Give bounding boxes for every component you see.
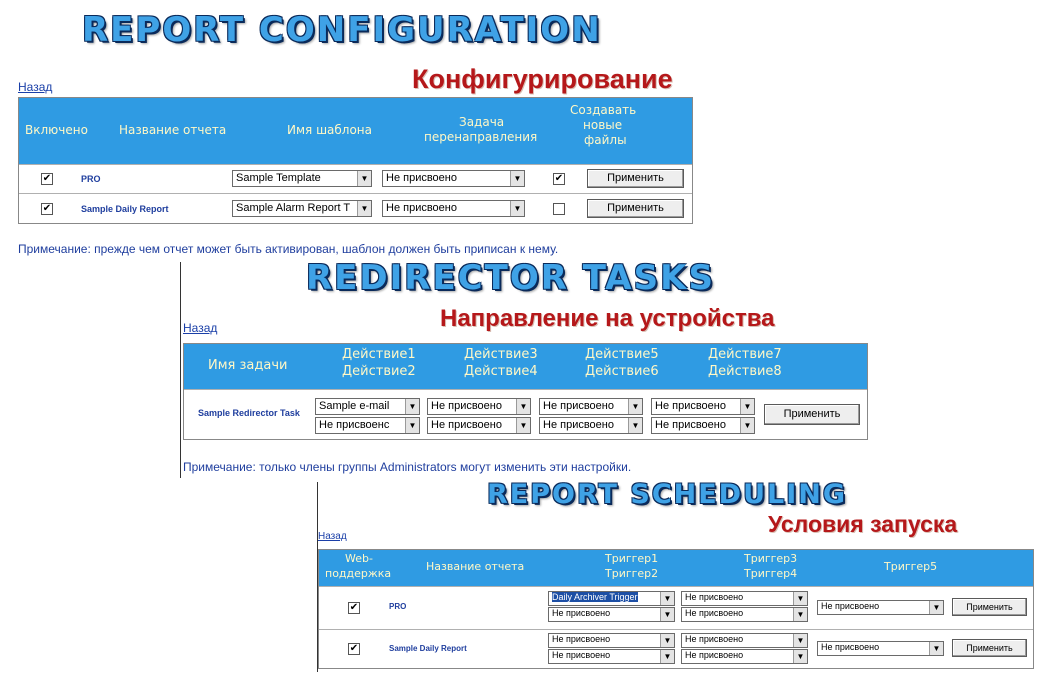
col-template: Имя шаблона xyxy=(287,123,373,137)
redirector-ru-title: Направление на устройства xyxy=(440,305,775,332)
col-report-name: Название отчета xyxy=(119,123,227,137)
chevron-down-icon: ▼ xyxy=(793,650,807,663)
col-trigger1: Триггер1 xyxy=(605,552,659,565)
col-web-1: Web- xyxy=(345,552,373,565)
create-files-checkbox[interactable]: ✔ xyxy=(554,173,564,184)
web-support-checkbox[interactable]: ✔ xyxy=(349,602,359,613)
chevron-down-icon: ▼ xyxy=(660,592,674,605)
col-report-name: Название отчета xyxy=(426,560,525,573)
col-trigger3: Триггер3 xyxy=(744,552,798,565)
trigger5-select[interactable]: Не присвоено ▼ xyxy=(817,641,944,656)
trigger4-select[interactable]: Не присвоено ▼ xyxy=(681,607,808,622)
trigger3-select[interactable]: Не присвоено ▼ xyxy=(681,591,808,606)
apply-button[interactable]: Применить xyxy=(587,169,684,188)
col-action6: Действие6 xyxy=(585,364,659,379)
chevron-down-icon: ▼ xyxy=(510,171,524,186)
chevron-down-icon: ▼ xyxy=(929,601,943,614)
action5-select[interactable]: Не присвоено ▼ xyxy=(539,398,643,415)
action7-select[interactable]: Не присвоено ▼ xyxy=(651,398,755,415)
report-name: PRO xyxy=(81,174,101,184)
action6-select[interactable]: Не присвоено ▼ xyxy=(539,417,643,434)
redirector-note: Примечание: только члены группы Administrators могут изменить эти настройки. xyxy=(183,460,632,474)
apply-button[interactable]: Применить xyxy=(952,639,1027,657)
table-row xyxy=(319,586,1033,629)
col-redirect-task-1: Задача xyxy=(459,115,505,129)
action2-select[interactable]: Не присвоенс ▼ xyxy=(315,417,420,434)
report-name: Sample Daily Report xyxy=(81,204,169,214)
col-action8: Действие8 xyxy=(708,364,782,379)
scheduling-header xyxy=(319,550,1033,586)
report-configuration-hero: REPORT CONFIGURATION xyxy=(82,10,602,50)
redirector-table xyxy=(183,343,868,440)
web-support-checkbox[interactable]: ✔ xyxy=(349,643,359,654)
table-row xyxy=(19,164,692,193)
col-redirect-task-2: перенаправления xyxy=(424,130,538,144)
scheduling-ru-title: Условия запуска xyxy=(768,511,958,537)
create-files-checkbox[interactable] xyxy=(553,203,565,215)
template-select[interactable]: Sample Template ▼ xyxy=(232,170,372,187)
chevron-down-icon: ▼ xyxy=(929,642,943,655)
config-note: Примечание: прежде чем отчет может быть активирован, шаблон должен быть приписан к нему. xyxy=(18,242,559,256)
chevron-down-icon: ▼ xyxy=(357,201,371,216)
action8-select[interactable]: Не присвоено ▼ xyxy=(651,417,755,434)
table-row xyxy=(319,629,1033,668)
redirector-tasks-hero: REDIRECTOR TASKS xyxy=(306,258,715,298)
col-create-1: Создавать xyxy=(570,103,637,117)
enabled-checkbox[interactable]: ✔ xyxy=(42,173,52,184)
chevron-down-icon: ▼ xyxy=(740,399,754,414)
trigger1-select[interactable]: Daily Archiver Trigger ▼ xyxy=(548,591,675,606)
report-config-header xyxy=(19,98,692,164)
chevron-down-icon: ▼ xyxy=(793,608,807,621)
col-action2: Действие2 xyxy=(342,364,416,379)
col-action4: Действие4 xyxy=(464,364,538,379)
chevron-down-icon: ▼ xyxy=(405,418,419,433)
chevron-down-icon: ▼ xyxy=(660,608,674,621)
chevron-down-icon: ▼ xyxy=(357,171,371,186)
chevron-down-icon: ▼ xyxy=(516,418,530,433)
table-row xyxy=(184,389,867,439)
col-trigger5: Триггер5 xyxy=(884,560,938,573)
chevron-down-icon: ▼ xyxy=(628,399,642,414)
report-name: PRO xyxy=(389,602,407,611)
chevron-down-icon: ▼ xyxy=(405,399,419,414)
col-enabled: Включено xyxy=(25,123,88,137)
trigger5-select[interactable]: Не присвоено ▼ xyxy=(817,600,944,615)
template-select[interactable]: Sample Alarm Report T ▼ xyxy=(232,200,372,217)
apply-button[interactable]: Применить xyxy=(587,199,684,218)
col-create-2: новые xyxy=(583,118,623,132)
trigger4-select[interactable]: Не присвоено ▼ xyxy=(681,649,808,664)
back-link-scheduling[interactable]: Назад xyxy=(318,531,347,542)
task-name: Sample Redirector Task xyxy=(198,408,300,418)
chevron-down-icon: ▼ xyxy=(793,592,807,605)
chevron-down-icon: ▼ xyxy=(793,634,807,647)
chevron-down-icon: ▼ xyxy=(628,418,642,433)
redirector-frame-line xyxy=(180,262,181,478)
chevron-down-icon: ▼ xyxy=(740,418,754,433)
col-task-name: Имя задачи xyxy=(208,358,288,373)
col-action1: Действие1 xyxy=(342,347,416,362)
trigger3-select[interactable]: Не присвоено ▼ xyxy=(681,633,808,648)
action1-select[interactable]: Sample e-mail ▼ xyxy=(315,398,420,415)
col-action7: Действие7 xyxy=(708,347,782,362)
report-name: Sample Daily Report xyxy=(389,644,467,653)
trigger2-select[interactable]: Не присвоено ▼ xyxy=(548,607,675,622)
redirect-task-select[interactable]: Не присвоено ▼ xyxy=(382,200,525,217)
col-web-2: поддержка xyxy=(325,567,392,580)
trigger1-select[interactable]: Не присвоено ▼ xyxy=(548,633,675,648)
redirect-task-select[interactable]: Не присвоено ▼ xyxy=(382,170,525,187)
apply-button[interactable]: Применить xyxy=(952,598,1027,616)
col-trigger2: Триггер2 xyxy=(605,567,659,580)
chevron-down-icon: ▼ xyxy=(510,201,524,216)
apply-button[interactable]: Применить xyxy=(764,404,860,425)
action3-select[interactable]: Не присвоено ▼ xyxy=(427,398,531,415)
col-action3: Действие3 xyxy=(464,347,538,362)
col-create-3: файлы xyxy=(584,133,627,147)
report-scheduling-hero: REPORT SCHEDULING xyxy=(487,479,848,510)
back-link-config[interactable]: Назад xyxy=(18,80,53,94)
report-config-table xyxy=(18,97,693,224)
enabled-checkbox[interactable]: ✔ xyxy=(42,203,52,214)
config-ru-title: Конфигурирование xyxy=(412,64,673,94)
redirector-header xyxy=(184,344,867,389)
chevron-down-icon: ▼ xyxy=(660,634,674,647)
col-action5: Действие5 xyxy=(585,347,659,362)
action4-select[interactable]: Не присвоено ▼ xyxy=(427,417,531,434)
table-row xyxy=(19,193,692,224)
col-trigger4: Триггер4 xyxy=(744,567,798,580)
chevron-down-icon: ▼ xyxy=(516,399,530,414)
trigger2-select[interactable]: Не присвоено ▼ xyxy=(548,649,675,664)
chevron-down-icon: ▼ xyxy=(660,650,674,663)
scheduling-table xyxy=(318,549,1034,669)
back-link-redirector[interactable]: Назад xyxy=(183,321,218,335)
